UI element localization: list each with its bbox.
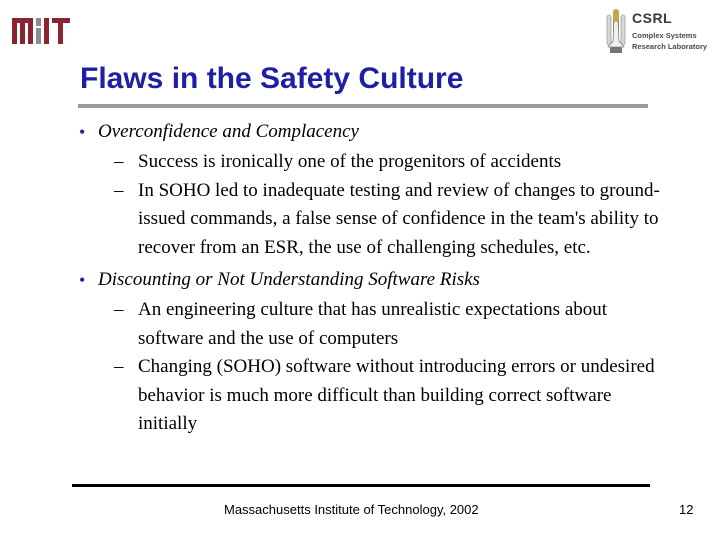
bullet-text: Overconfidence and Complacency bbox=[98, 121, 359, 142]
bullet-item bbox=[76, 266, 666, 294]
csrl-logo bbox=[604, 6, 716, 56]
bullet-text: Discounting or Not Understanding Software Risks bbox=[98, 269, 480, 290]
sub-bullet-text: An engineering culture that has unrealistic expectations about software and the use of computers bbox=[138, 299, 608, 349]
dash-icon: – bbox=[114, 356, 124, 377]
mit-logo bbox=[12, 14, 70, 48]
page-number: 12 bbox=[679, 502, 694, 517]
csrl-title: CSRL bbox=[632, 10, 673, 26]
dash-icon: – bbox=[114, 179, 124, 201]
title-divider bbox=[78, 104, 648, 108]
sub-bullet-item bbox=[76, 148, 666, 177]
footer-divider bbox=[72, 484, 650, 487]
sub-bullet-item bbox=[76, 177, 666, 263]
slide-title: Flaws in the Safety Culture bbox=[80, 62, 464, 95]
dash-icon: – bbox=[114, 151, 124, 172]
csrl-subtitle-line1: Complex Systems bbox=[632, 31, 697, 40]
bullet-item bbox=[76, 118, 666, 146]
bullet-icon: • bbox=[79, 122, 86, 142]
csrl-subtitle-line2: Research Laboratory bbox=[632, 42, 708, 51]
bullet-icon: • bbox=[79, 270, 86, 290]
slide-content bbox=[76, 118, 666, 439]
dash-icon: – bbox=[114, 299, 124, 320]
sub-bullet-item bbox=[76, 296, 666, 353]
sub-bullet-item bbox=[76, 353, 666, 439]
sub-bullet-text: Success is ironically one of the progenitors of accidents bbox=[138, 151, 562, 172]
sub-bullet-text: Changing (SOHO) software without introducing errors or undesired behavior is much more difficult than building correct software initially bbox=[138, 356, 655, 434]
sub-bullet-text: In SOHO led to inadequate testing and review of changes to ground-issued commands, a false sense of confidence in the team's ability to recover from an ESR, the use of challenging schedules, etc. bbox=[138, 179, 660, 258]
space-shuttle-icon bbox=[604, 7, 628, 55]
footer-text: Massachusetts Institute of Technology, 2002 bbox=[224, 502, 479, 517]
